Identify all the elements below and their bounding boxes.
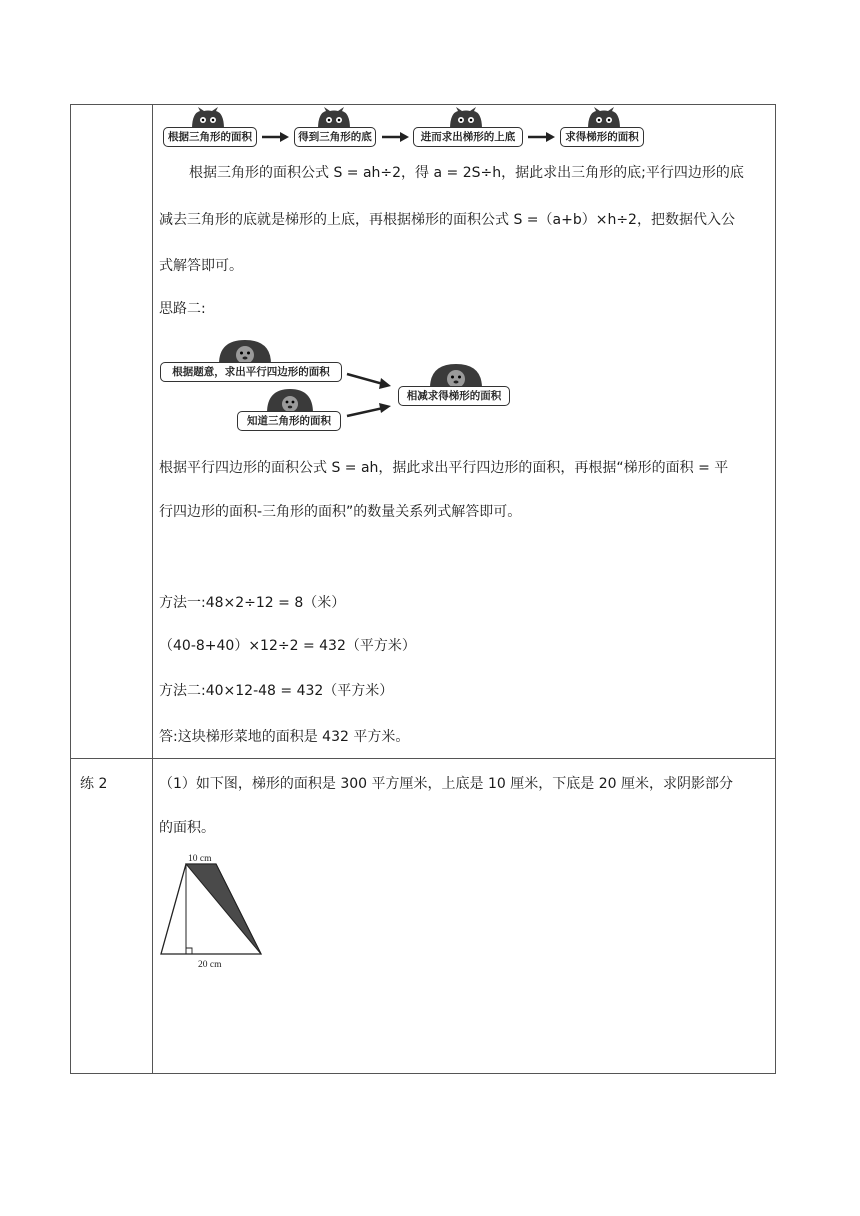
solution-line-1: 方法一:48×2÷12 = 8（米） (159, 595, 346, 611)
cat-mascot-icon (188, 107, 228, 129)
top-base-label: 10 cm (188, 854, 212, 864)
arrow-right-icon (528, 131, 556, 143)
explanation-line-2: 减去三角形的底就是梯形的上底，再根据梯形的面积公式 S =（a+b）×h÷2，把数据代入公 (159, 212, 735, 228)
cat-mascot-icon (446, 107, 486, 129)
row-divider (71, 758, 775, 759)
exercise-question-line-1: （1）如下图，梯形的面积是 300 平方厘米，上底是 10 厘米，下底是 20 厘米，求阴影部分 (159, 776, 733, 792)
answer-line: 答:这块梯形菜地的面积是 432 平方米。 (159, 729, 410, 745)
arrow-right-icon (262, 131, 290, 143)
flow1-step-2: 得到三角形的底 (294, 127, 376, 147)
approach-2-title: 思路二: (159, 301, 206, 317)
cat-mascot-icon (314, 107, 354, 129)
lion-mascot-icon (217, 338, 273, 364)
flow2-box-parallelogram: 根据题意，求出平行四边形的面积 (160, 362, 342, 382)
flow1-step-3: 进而求出梯形的上底 (413, 127, 523, 147)
bottom-base-label: 20 cm (198, 960, 222, 970)
flow1-step-4: 求得梯形的面积 (560, 127, 644, 147)
flow2-box-result: 相减求得梯形的面积 (398, 386, 510, 406)
exercise-question-line-2: 的面积。 (159, 820, 215, 836)
explanation-line-1: 根据三角形的面积公式 S = ah÷2，得 a = 2S÷h，据此求出三角形的底;平行四边形的底 (189, 165, 744, 181)
trapezoid-figure (155, 850, 275, 972)
arrows-converge-icon (345, 368, 395, 420)
explanation2-line-1: 根据平行四边形的面积公式 S = ah，据此求出平行四边形的面积，再根据“梯形的面积 = 平 (159, 460, 729, 476)
flow2-box-triangle: 知道三角形的面积 (237, 411, 341, 431)
cat-mascot-icon (584, 107, 624, 129)
column-divider (152, 105, 153, 1073)
explanation2-line-2: 行四边形的面积-三角形的面积”的数量关系列式解答即可。 (159, 504, 522, 520)
solution-line-2: （40-8+40）×12÷2 = 432（平方米） (159, 638, 416, 654)
explanation-line-3: 式解答即可。 (159, 258, 243, 274)
solution-line-3: 方法二:40×12-48 = 432（平方米） (159, 683, 394, 699)
arrow-right-icon (382, 131, 410, 143)
lion-mascot-icon (265, 387, 315, 413)
exercise-label: 练 2 (80, 776, 108, 792)
lion-mascot-icon (428, 362, 484, 388)
flow1-step-1: 根据三角形的面积 (163, 127, 257, 147)
